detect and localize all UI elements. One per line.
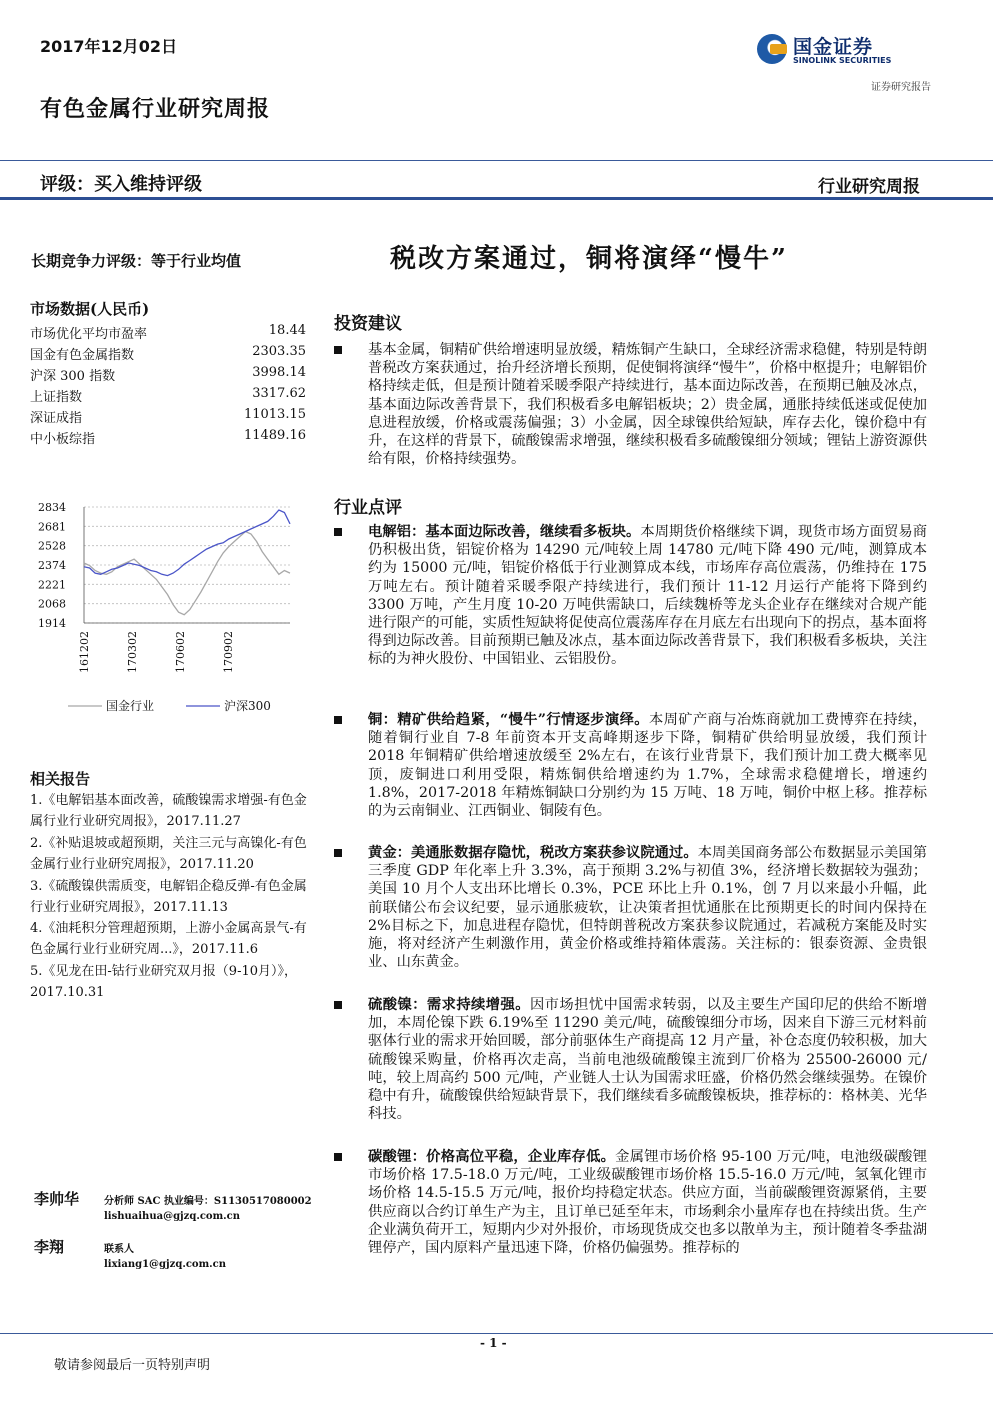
market-row	[30, 386, 306, 405]
chart-series-line	[84, 510, 290, 576]
market-row	[30, 407, 306, 426]
review-item-copper	[332, 711, 927, 820]
analyst-info	[104, 1242, 226, 1272]
chart-xtick-label: 170902	[222, 631, 235, 673]
chart-ytick-label: 2068	[38, 597, 66, 611]
related-report-item[interactable]: 5.《见龙在田-钴行业研究双月报（9-10月）》，2017.10.31	[30, 964, 298, 1000]
market-data-title: 市场数据(人民币)	[30, 300, 150, 318]
analyst-name: 李帅华	[34, 1190, 80, 1208]
review-item-lithium	[332, 1148, 927, 1257]
index-line-chart	[28, 495, 308, 725]
market-row	[30, 344, 306, 363]
review-text: 因市场担忧中国需求转弱，以及主要生产国印尼的供给不断增加，本周伦镍下跌 6.19%至 11290 美元/吨，硫酸镍细分市场，因来自下游三元材料前驱体行业的需求开始回暖，部分前驱体生产商提高 12 月产量，补仓态度仍较积极，加大硫酸镍采购量，价格再次走高，当前电池级硫酸镍主流到厂价格为 25500-26000 元/吨，较上周高约 500 元/吨，产业链人士认为国需求旺盛，价格仍然会继续强势。在镍价稳中有升，硫酸镍供给短缺背景下，我们继续看多硫酸镍板块，推荐标的：格林美、光华科技。	[368, 997, 927, 1123]
market-label: 市场优化平均市盈率	[30, 327, 148, 342]
invest-text: 基本金属，铜精矿供给增速明显放缓，精炼铜产生缺口，全球经济需求稳健，特别是特朗普税改方案获通过，抬升经济增长预期，促使铜将演绎“慢牛”，价格中枢提升；电解铝价格持续走低，但是预计随着采暖季限产持续进行，基本面边际改善，在预期已触及冰点，基本面边际改善背景下，我们积极看多电解铝板块；2）贵金属，通胀持续低迷或促使加息进程放缓，价格或震荡偏强；3）小金属，因全球镍供给短缺，库存去化，镍价稳中有升，在这样的背景下，硫酸镍需求增强，继续积极看多硫酸镍细分领域；锂钴上游资源供给有限，价格持续强势。	[368, 342, 927, 468]
review-lead: 硫酸镍：需求持续增强。	[368, 997, 530, 1013]
report-category: 行业研究周报	[818, 177, 920, 197]
chart-ytick-label: 2834	[38, 501, 66, 514]
market-label: 深证成指	[30, 411, 83, 426]
page-number: - 1 -	[480, 1336, 507, 1350]
market-row	[30, 428, 306, 447]
review-lead: 碳酸锂：价格高位平稳，企业库存低。	[368, 1149, 616, 1165]
analyst-sac: 分析师 SAC 执业编号：S1130517080002	[104, 1196, 312, 1207]
chart-ytick-label: 2374	[38, 559, 66, 572]
chart-xtick-label: 161202	[78, 631, 91, 673]
market-label: 国金有色金属指数	[30, 348, 135, 363]
chart-legend-label: 国金行业	[106, 699, 155, 713]
related-report-item[interactable]: 1.《电解铝基本面改善，硫酸镍需求增强-有色金属行业行业研究周报》，2017.11.27	[30, 793, 307, 829]
chart-xtick-label: 170302	[126, 631, 139, 673]
related-reports-title: 相关报告	[30, 770, 91, 788]
chart-xtick-label: 170602	[174, 631, 187, 673]
market-label: 上证指数	[30, 390, 83, 405]
header-divider	[0, 197, 993, 200]
analyst-info	[104, 1194, 312, 1224]
analyst-email[interactable]: lishuaihua@gjzq.com.cn	[104, 1211, 241, 1222]
report-date: 2017年12月02日	[40, 37, 178, 56]
invest-paragraph	[332, 341, 927, 486]
market-row	[30, 365, 306, 384]
rating: 评级：买入维持评级	[40, 174, 202, 195]
chart-legend-label: 沪深300	[224, 699, 271, 713]
review-item-gold	[332, 844, 927, 971]
review-lead: 铜：精矿供给趋紧，“慢牛”行情逐步演绎。	[368, 712, 649, 728]
review-text: 本周美国商务部公布数据显示美国第三季度 GDP 年化率上升 3.3%，高于预期 3.2%与初值 3%，经济增长数据较为强劲；美国 10 月个人支出环比增长 0.3%，PCE 环比上升 0.1%，创 7 月以来最小升幅，此前联储公布会议纪要，显示通胀疲软，让决策者担忧通胀在比预期更长的时间内保持在 2%目标之下，加息进程存隐忧，但特朗普税改方案获参议院通过，若减税方案能及时实施，将对经济产生刺激作用，黄金价格或维持箱体震荡。关注标的：银泰资源、金贵银业、山东黄金。	[368, 845, 927, 971]
market-value: 2303.35	[252, 344, 306, 359]
market-value: 11489.16	[243, 428, 306, 443]
related-report-item[interactable]: 2.《补贴退坡或超预期，关注三元与高镍化-有色金属行业行业研究周报》，2017.11.20	[30, 836, 307, 872]
chart-ytick-label: 2221	[38, 578, 66, 592]
review-item-aluminium	[332, 523, 927, 669]
review-lead: 电解铝：基本面边际改善，继续看多板块。	[368, 524, 641, 540]
logo-cn-text: 国金证券	[793, 36, 874, 58]
market-label: 中小板综指	[30, 432, 96, 447]
related-report-item[interactable]: 3.《硫酸镍供需质变，电解铝企稳反弹-有色金属行业行业研究周报》，2017.11.13	[30, 879, 307, 915]
divider	[0, 160, 993, 161]
market-value: 11013.15	[243, 407, 306, 422]
market-value: 3998.14	[252, 365, 306, 380]
chart-ytick-label: 1914	[38, 617, 66, 630]
report-type-small: 证券研究报告	[871, 82, 931, 93]
analyst-role: 联系人	[104, 1244, 134, 1255]
long-term-rating: 长期竞争力评级：等于行业均值	[31, 252, 242, 270]
review-text: 本周矿产商与冶炼商就加工费博弈在持续，随着铜行业自 7-8 年前资本开支高峰期逐步下降，铜精矿供给明显放缓，我们预计 2018 年铜精矿供给增速放缓至 2%左右，在该行业背景下，我们预计加工费大概率见顶，废铜进口利用受限，精炼铜供给增速约为 1.7%，全球需求稳健增长，增速约 1.8%，2017-2018 年精炼铜缺口分别约为 15 万吨、18 万吨，铜价中枢上移。推荐标的为云南铜业、江西铜业、铜陵有色。	[368, 712, 928, 820]
page-title: 有色金属行业研究周报	[40, 96, 271, 122]
headline: 税改方案通过，铜将演绎“慢牛”	[390, 244, 788, 274]
sinolink-logo	[757, 30, 902, 70]
market-label: 沪深 300 指数	[30, 369, 116, 384]
market-row	[30, 323, 306, 342]
market-value: 18.44	[268, 323, 306, 338]
section-title-review: 行业点评	[334, 498, 402, 518]
review-text: 金属锂市场价格 95-100 万元/吨，电池级碳酸锂市场价格 17.5-18.0 万元/吨，工业级碳酸锂市场价格 15.5-16.0 万元/吨，氢氧化锂市场价格 14.5-15.5 万元/吨，报价均持稳定状态。供应方面，当前碳酸锂资源紧俏，主要供应商以合约订单生产为主，且订单已延至年末，市场剩余小量库存也在持续出货。生产企业满负荷开工，短期内少对外报价，市场现货成交也多以散单为主，预计随着冬季盐湖锂停产，国内原料产量迅速下降，价格仍偏强势。推荐标的	[368, 1149, 928, 1257]
review-text: 本周期货价格继续下调，现货市场方面贸易商仍积极出货，铝锭价格为 14290 元/吨较上周 14780 元/吨下降 490 元/吨，测算成本约为 15000 元/吨，铝锭价格低于行业测算成本线，市场库存高位震荡，仍维持在 175 万吨左右。预计随着采暖季限产持续进行，我们预计 11-12 月运行产能将下降到约 3300 万吨，产生月度 10-20 万吨供需缺口，后续魏桥等龙头企业存在继续对合规产能进行限产的可能，实质性短缺将促使高位震荡库存在月底左右出现向下的拐点，基本面将得到边际改善。目前预期已触及冰点，基本面边际改善背景下，我们积极看多板块，关注标的为神火股份、中国铝业、云铝股份。	[368, 524, 928, 668]
review-lead: 黄金：美通胀数据存隐忧，税改方案获参议院通过。	[368, 845, 698, 861]
analyst-name: 李翔	[34, 1238, 65, 1256]
review-item-nickel	[332, 996, 927, 1123]
related-report-item[interactable]: 4.《油耗积分管理超预期，上游小金属高景气-有色金属行业行业研究周...》，2017.11.6	[30, 921, 307, 957]
disclaimer: 敬请参阅最后一页特别声明	[54, 1358, 211, 1373]
chart-series-line	[84, 532, 290, 615]
chart-ytick-label: 2681	[38, 520, 66, 534]
market-value: 3317.62	[252, 386, 306, 401]
analyst-email[interactable]: lixiang1@gjzq.com.cn	[104, 1259, 227, 1270]
chart-ytick-label: 2528	[38, 539, 66, 553]
section-title-invest: 投资建议	[334, 314, 402, 334]
logo-en-text: SINOLINK SECURITIES	[793, 56, 892, 65]
footer-divider	[0, 1333, 993, 1334]
sinolink-logo-icon	[757, 34, 787, 64]
